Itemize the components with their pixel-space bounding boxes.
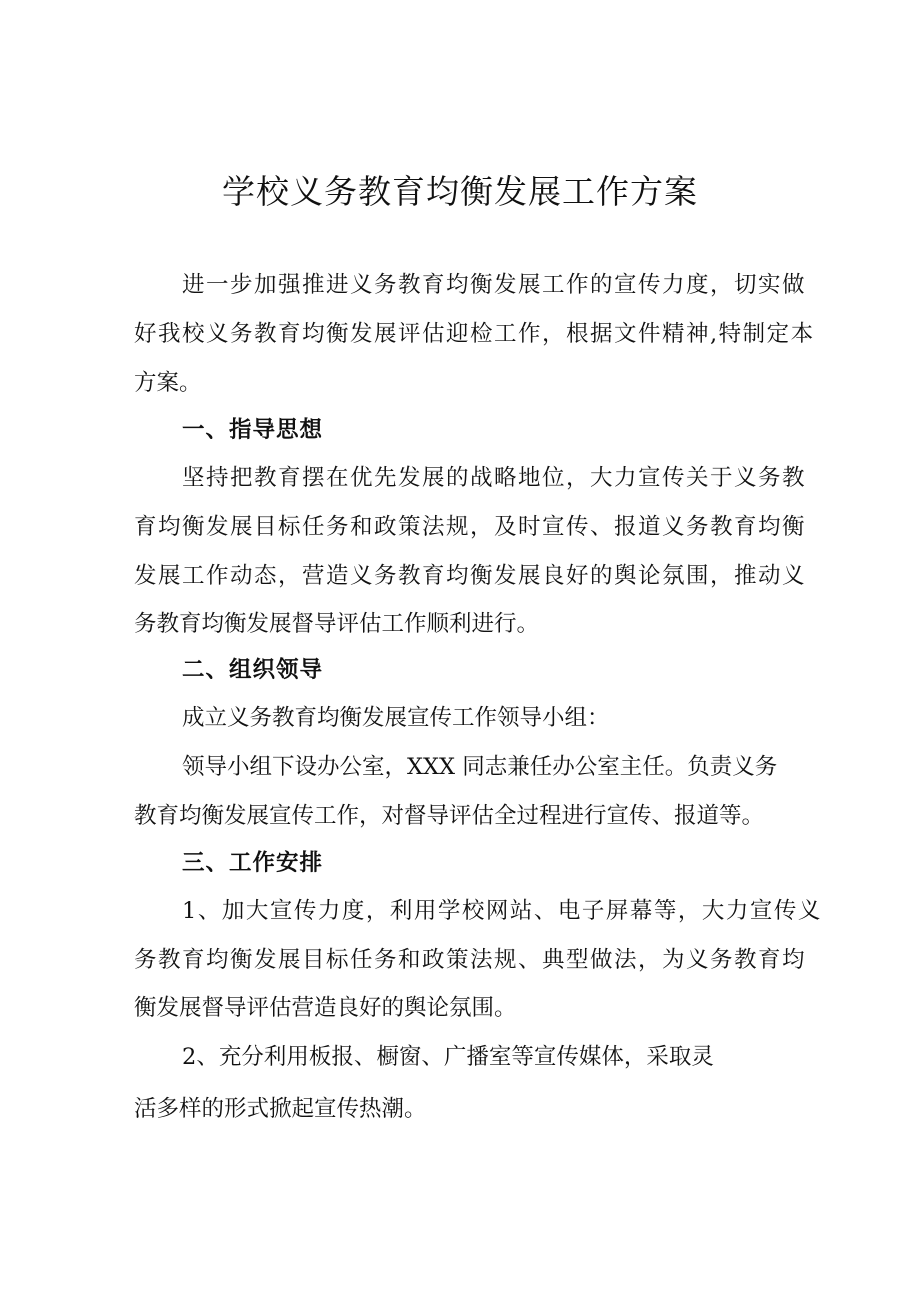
intro-line-3: 方案。 [134,370,202,396]
section-heading-work-arrangement: 三、工作安排 [182,850,324,876]
section3-line-4: 2、充分利用板报、橱窗、广播室等宣传媒体，采取灵 [182,1044,714,1070]
intro-line-1: 进一步加强推进义务教育均衡发展工作的宣传力度，切实做 [182,272,807,298]
section-heading-organization: 二、组织领导 [182,657,324,683]
section3-line-1: 1、加大宣传力度，利用学校网站、电子屏幕等，大力宣传义 [182,898,822,924]
section2-line-1: 成立义务教育均衡发展宣传工作领导小组： [182,705,610,731]
section1-line-2: 育均衡发展目标任务和政策法规，及时宣传、报道义务教育均衡 [134,514,807,540]
section3-line-3: 衡发展督导评估营造良好的舆论氛围。 [134,995,517,1021]
section1-line-4: 务教育均衡发展督导评估工作顺利进行。 [134,611,540,637]
document-title: 学校义务教育均衡发展工作方案 [222,172,698,211]
section1-line-3: 发展工作动态，营造义务教育均衡发展良好的舆论氛围，推动义 [134,563,807,589]
section3-line-2: 务教育均衡发展目标任务和政策法规、典型做法，为义务教育均 [134,947,807,973]
section-heading-guiding-ideology: 一、指导思想 [182,417,324,443]
section2-line-2: 领导小组下设办公室，XXX 同志兼任办公室主任。负责义务 [182,754,778,780]
section2-line-3: 教育均衡发展宣传工作，对督导评估全过程进行宣传、报道等。 [134,803,765,829]
section3-line-5: 活多样的形式掀起宣传热潮。 [134,1096,427,1122]
intro-line-2: 好我校义务教育均衡发展评估迎检工作，根据文件精神,特制定本 [134,321,815,347]
section1-line-1: 坚持把教育摆在优先发展的战略地位，大力宣传关于义务教 [182,465,807,491]
